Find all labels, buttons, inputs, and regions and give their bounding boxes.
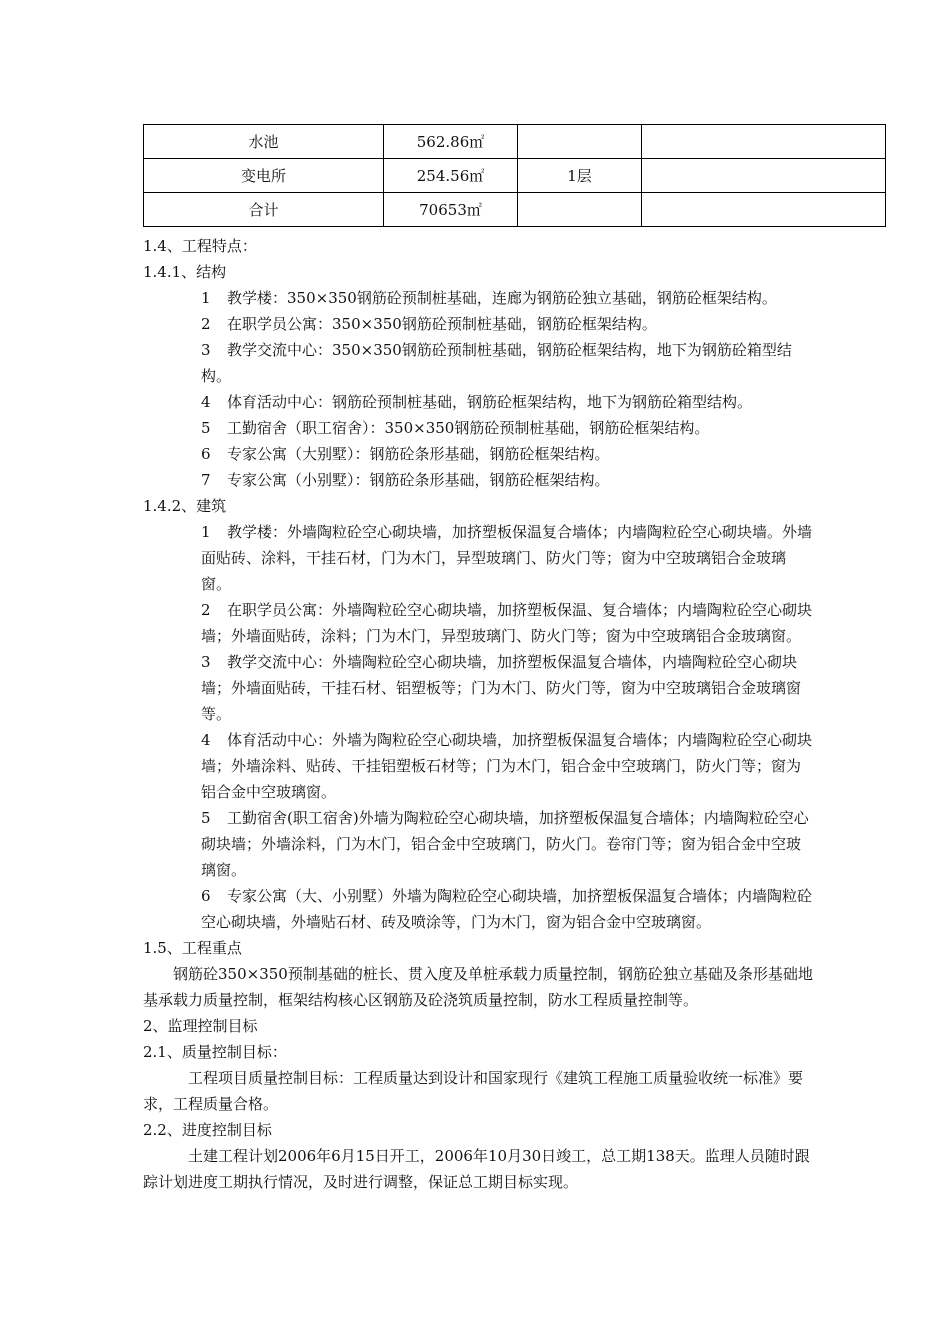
section-heading: 2.1、质量控制目标： (143, 1043, 287, 1061)
table-cell: 合计 (144, 193, 384, 227)
item-text: 工勤宿舍(职工宿舍)外墙为陶粒砼空心砌块墙，加挤塑板保温复合墙体；内墙陶粒砼空心砌块墙；外墙涂料，门为木门，铝合金中空玻璃门，防火门。卷帘门等；窗为铝合金中空玻璃窗。 (201, 809, 809, 879)
table-cell: 1层 (518, 159, 642, 193)
item-number: 7 (201, 471, 211, 489)
section-heading: 1.5、工程重点 (143, 939, 242, 957)
item-number: 2 (201, 315, 211, 333)
item-number: 5 (201, 809, 211, 827)
item-text: 在职学员公寓：350×350钢筋砼预制桩基础，钢筋砼框架结构。 (227, 315, 657, 333)
item-text: 体育活动中心：钢筋砼预制桩基础，钢筋砼框架结构，地下为钢筋砼箱型结构。 (227, 393, 753, 411)
item-text: 在职学员公寓：外墙陶粒砼空心砌块墙，加挤塑板保温、复合墙体；内墙陶粒砼空心砌块墙；外墙面贴砖，涂料；门为木门，异型玻璃门、防火门等；窗为中空玻璃铝合金玻璃窗。 (201, 601, 813, 645)
list-item (143, 519, 813, 597)
table-cell (518, 125, 642, 159)
item-number: 6 (201, 887, 211, 905)
item-number: 3 (201, 341, 211, 359)
paragraph: 土建工程计划2006年6月15日开工，2006年10月30日竣工，总工期138天。监理人员随时跟踪计划进度工期执行情况，及时进行调整，保证总工期目标实现。 (143, 1147, 810, 1191)
table-cell: 70653㎡ (384, 193, 518, 227)
table-cell: 562.86㎡ (384, 125, 518, 159)
list-item (143, 415, 813, 441)
list-item (143, 389, 813, 415)
list-item (143, 285, 813, 311)
item-number: 1 (201, 523, 211, 541)
item-text: 专家公寓（小别墅）：钢筋砼条形基础，钢筋砼框架结构。 (227, 471, 610, 489)
item-number: 2 (201, 601, 211, 619)
item-number: 1 (201, 289, 211, 307)
table-cell: 254.56㎡ (384, 159, 518, 193)
paragraph: 工程项目质量控制目标：工程质量达到设计和国家现行《建筑工程施工质量验收统一标准》要求，工程质量合格。 (143, 1069, 804, 1113)
table-row (144, 159, 886, 193)
list-item (143, 727, 813, 805)
item-number: 4 (201, 731, 211, 749)
paragraph: 钢筋砼350×350预制基础的桩长、贯入度及单桩承载力质量控制，钢筋砼独立基础及条形基础地基承载力质量控制，框架结构核心区钢筋及砼浇筑质量控制，防水工程质量控制等。 (143, 965, 813, 1009)
item-text: 体育活动中心：外墙为陶粒砼空心砌块墙，加挤塑板保温复合墙体；内墙陶粒砼空心砌块墙；外墙涂料、贴砖、干挂铝塑板石材等；门为木门，铝合金中空玻璃门，防火门等；窗为铝合金中空玻璃窗。 (201, 731, 813, 801)
item-number: 6 (201, 445, 211, 463)
item-number: 3 (201, 653, 211, 671)
document-body (143, 233, 813, 1195)
table-row (144, 193, 886, 227)
item-number: 4 (201, 393, 211, 411)
list-item (143, 805, 813, 883)
table-row (144, 125, 886, 159)
table-cell (642, 159, 886, 193)
table-cell (642, 125, 886, 159)
table-cell (642, 193, 886, 227)
list-item (143, 311, 813, 337)
list-item (143, 597, 813, 649)
section-heading: 1.4、工程特点： (143, 237, 257, 255)
section-heading: 2、监理控制目标 (143, 1017, 258, 1035)
section-heading: 1.4.2、建筑 (143, 497, 227, 515)
list-item (143, 649, 813, 727)
item-text: 教学交流中心：350×350钢筋砼预制桩基础，钢筋砼框架结构，地下为钢筋砼箱型结构。 (201, 341, 792, 385)
list-item (143, 467, 813, 493)
table-cell: 水池 (144, 125, 384, 159)
building-area-table (143, 124, 886, 227)
list-item (143, 337, 813, 389)
section-heading: 2.2、进度控制目标 (143, 1121, 272, 1139)
list-item (143, 883, 813, 935)
item-text: 工勤宿舍（职工宿舍）：350×350钢筋砼预制桩基础，钢筋砼框架结构。 (227, 419, 710, 437)
item-text: 专家公寓（大、小别墅）外墙为陶粒砼空心砌块墙，加挤塑板保温复合墙体；内墙陶粒砼空心砌块墙，外墙贴石材、砖及喷涂等，门为木门，窗为铝合金中空玻璃窗。 (201, 887, 813, 931)
item-text: 教学楼：外墙陶粒砼空心砌块墙，加挤塑板保温复合墙体；内墙陶粒砼空心砌块墙。外墙面贴砖、涂料，干挂石材，门为木门，异型玻璃门、防火门等；窗为中空玻璃铝合金玻璃窗。 (201, 523, 813, 593)
table-cell: 变电所 (144, 159, 384, 193)
section-heading: 1.4.1、结构 (143, 263, 227, 281)
item-text: 教学交流中心：外墙陶粒砼空心砌块墙，加挤塑板保温复合墙体，内墙陶粒砼空心砌块墙；外墙面贴砖，干挂石材、铝塑板等；门为木门、防火门等，窗为中空玻璃铝合金玻璃窗等。 (201, 653, 802, 723)
list-item (143, 441, 813, 467)
item-number: 5 (201, 419, 211, 437)
table-cell (518, 193, 642, 227)
item-text: 教学楼：350×350钢筋砼预制桩基础，连廊为钢筋砼独立基础，钢筋砼框架结构。 (227, 289, 777, 307)
item-text: 专家公寓（大别墅）：钢筋砼条形基础，钢筋砼框架结构。 (227, 445, 610, 463)
